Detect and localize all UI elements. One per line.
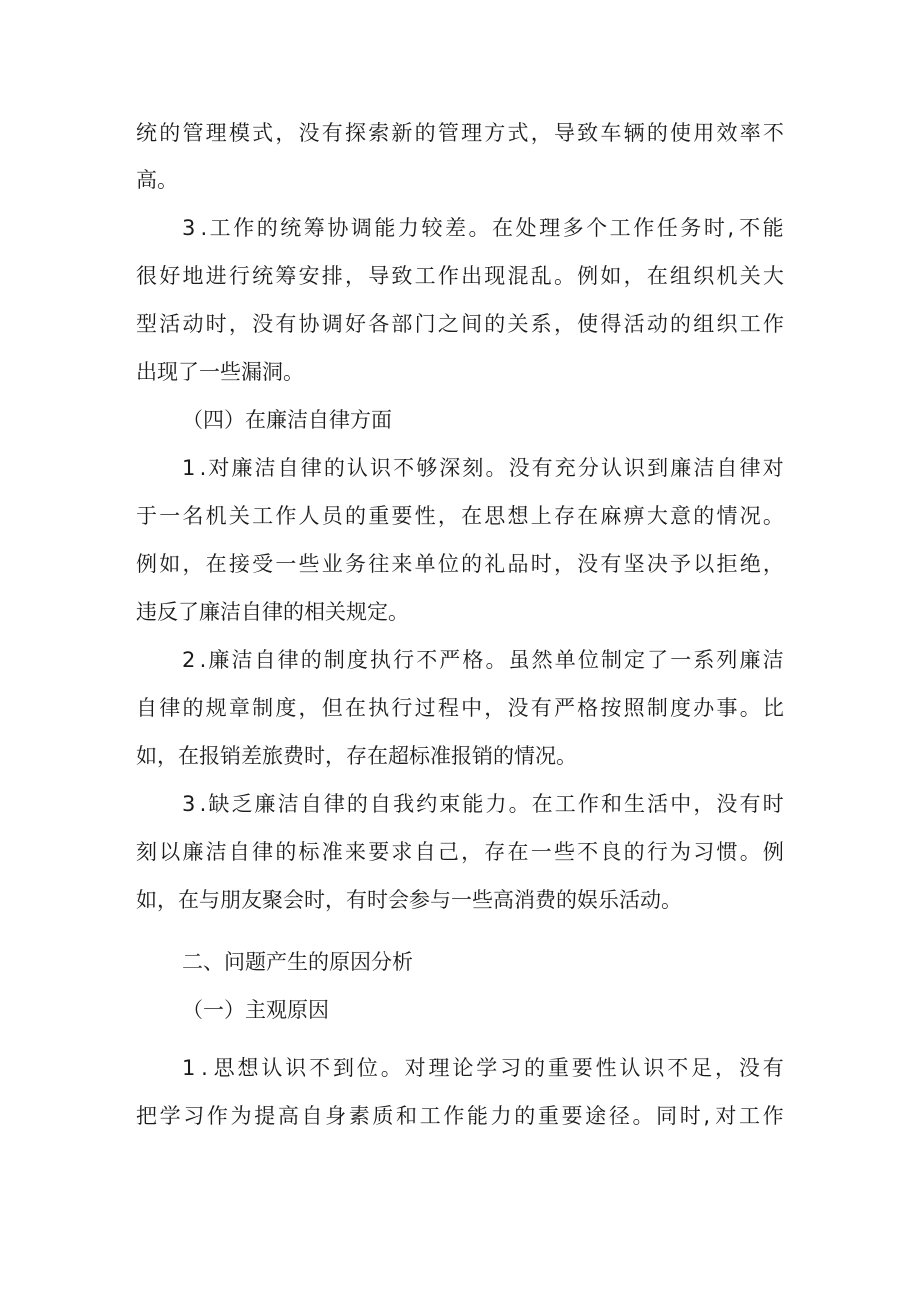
paragraph-line: 型 活 动 时 ， 没 有 协 调 好 各 部 门 之 间 的 关 系 ， 使 得 活 动 的 组 织 工 作	[136, 312, 784, 336]
paragraph-line: 3 . 工 作 的 统 筹 协 调 能 力 较 差 。 在 处 理 多 个 工 作 任 务 时 , 不 能	[182, 216, 784, 240]
paragraph-line: 例 如 ， 在 接 受 一 些 业 务 往 来 单 位 的 礼 品 时 ， 没 有 坚 决 予 以 拒 绝 ，	[136, 552, 784, 576]
paragraph-line: 3 . 缺 乏 廉 洁 自 律 的 自 我 约 束 能 力 。 在 工 作 和 生 活 中 ， 没 有 时	[182, 792, 784, 816]
paragraph-line: 于 一 名 机 关 工 作 人 员 的 重 要 性 ， 在 思 想 上 存 在 麻 痹 大 意 的 情 况 。	[136, 504, 784, 528]
paragraph-line: 1 . 思 想 认 识 不 到 位 。 对 理 论 学 习 的 重 要 性 认 识 不 足 ， 没 有	[182, 1056, 784, 1080]
paragraph-line: 2 . 廉 洁 自 律 的 制 度 执 行 不 严 格 。 虽 然 单 位 制 定 了 一 系 列 廉 洁	[182, 648, 784, 672]
section-heading: 二、问题产生的原因分析	[182, 950, 413, 974]
paragraph-line: 高。	[136, 168, 178, 192]
paragraph-line: 如，在与朋友聚会时，有时会参与一些高消费的娱乐活动。	[136, 888, 682, 912]
paragraph-line: 把 学 习 作 为 提 高 自 身 素 质 和 工 作 能 力 的 重 要 途 径 。 同 时 , 对 工 作	[136, 1104, 784, 1128]
paragraph-line: 统 的 管 理 模 式 ， 没 有 探 索 新 的 管 理 方 式 ， 导 致 车 辆 的 使 用 效 率 不	[136, 121, 784, 145]
section-heading: （四）在廉洁自律方面	[182, 408, 392, 432]
paragraph-line: 刻 以 廉 洁 自 律 的 标 准 来 要 求 自 己 ， 存 在 一 些 不 良 的 行 为 习 惯 。 例	[136, 840, 784, 864]
paragraph-line: 违反了廉洁自律的相关规定。	[136, 600, 409, 624]
paragraph-line: 很 好 地 进 行 统 筹 安 排 ， 导 致 工 作 出 现 混 乱 。 例 如 ， 在 组 织 机 关 大	[136, 264, 784, 288]
paragraph-line: 1 . 对 廉 洁 自 律 的 认 识 不 够 深 刻 。 没 有 充 分 认 识 到 廉 洁 自 律 对	[182, 456, 784, 480]
paragraph-line: 如，在报销差旅费时，存在超标准报销的情况。	[136, 744, 577, 768]
paragraph-line: 出现了一些漏洞。	[136, 360, 304, 384]
subsection-heading: （一）主观原因	[182, 998, 329, 1022]
paragraph-line: 自 律 的 规 章 制 度 ， 但 在 执 行 过 程 中 ， 没 有 严 格 按 照 制 度 办 事 。 比	[136, 696, 784, 720]
